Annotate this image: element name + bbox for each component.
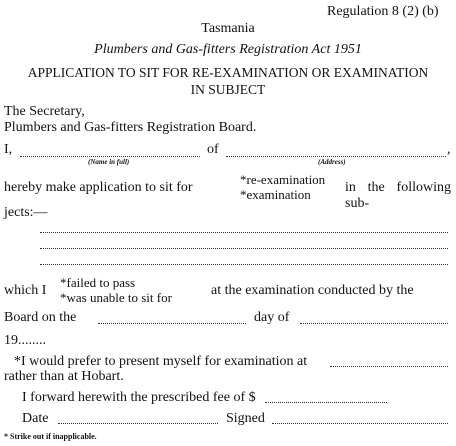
option-examination[interactable]: *examination bbox=[240, 187, 311, 202]
trailing-comma: , bbox=[447, 142, 451, 157]
board-on-label: Board on the bbox=[4, 310, 77, 325]
exam-month-field[interactable] bbox=[300, 323, 448, 324]
addressee-line1: The Secretary, bbox=[4, 104, 85, 119]
preference-line1: *I would prefer to present myself for examination at bbox=[14, 354, 308, 369]
signed-label: Signed bbox=[226, 411, 265, 426]
signature-field[interactable] bbox=[272, 423, 448, 424]
date-label: Date bbox=[22, 411, 49, 426]
subject-line-2[interactable] bbox=[40, 248, 448, 249]
subject-line-1[interactable] bbox=[40, 232, 448, 233]
applicant-prefix: I, bbox=[4, 142, 13, 157]
state-name: Tasmania bbox=[201, 21, 255, 36]
addressee-line2: Plumbers and Gas-fitters Registration Board. bbox=[4, 120, 257, 135]
preference-line2: rather than at Hobart. bbox=[4, 369, 124, 384]
name-field[interactable] bbox=[20, 156, 200, 157]
fee-amount-field[interactable] bbox=[265, 402, 387, 403]
option-unable-to-sit[interactable]: *was unable to sit for bbox=[60, 290, 172, 305]
exam-year-field[interactable]: 19........ bbox=[4, 333, 46, 348]
application-continuation: jects:— bbox=[4, 205, 48, 220]
of-label: of bbox=[207, 142, 219, 157]
result-lead: which I bbox=[4, 283, 47, 298]
address-field-label: (Address) bbox=[318, 158, 346, 166]
address-field[interactable] bbox=[226, 156, 446, 157]
form-title-line2: IN SUBJECT bbox=[190, 82, 266, 97]
subject-line-3[interactable] bbox=[40, 264, 448, 265]
application-tail: in the following sub- bbox=[345, 180, 451, 211]
option-failed-to-pass[interactable]: *failed to pass bbox=[60, 275, 136, 290]
name-field-label: (Name in full) bbox=[88, 158, 130, 166]
act-name: Plumbers and Gas-fitters Registration Act 1951 bbox=[94, 42, 362, 57]
regulation-reference: Regulation 8 (2) (b) bbox=[327, 4, 439, 19]
day-of-label: day of bbox=[254, 310, 290, 325]
exam-day-field[interactable] bbox=[98, 323, 246, 324]
form-title-line1: APPLICATION TO SIT FOR RE-EXAMINATION OR EXAMINATION bbox=[27, 65, 429, 80]
option-re-examination[interactable]: *re-examination bbox=[240, 172, 326, 187]
application-lead: hereby make application to sit for bbox=[4, 180, 193, 195]
footnote: * Strike out if inapplicable. bbox=[4, 432, 97, 441]
fee-text: I forward herewith the prescribed fee of $ bbox=[22, 390, 256, 405]
date-field[interactable] bbox=[58, 423, 218, 424]
preferred-location-field[interactable] bbox=[330, 366, 448, 367]
result-tail: at the examination conducted by the bbox=[211, 283, 414, 298]
